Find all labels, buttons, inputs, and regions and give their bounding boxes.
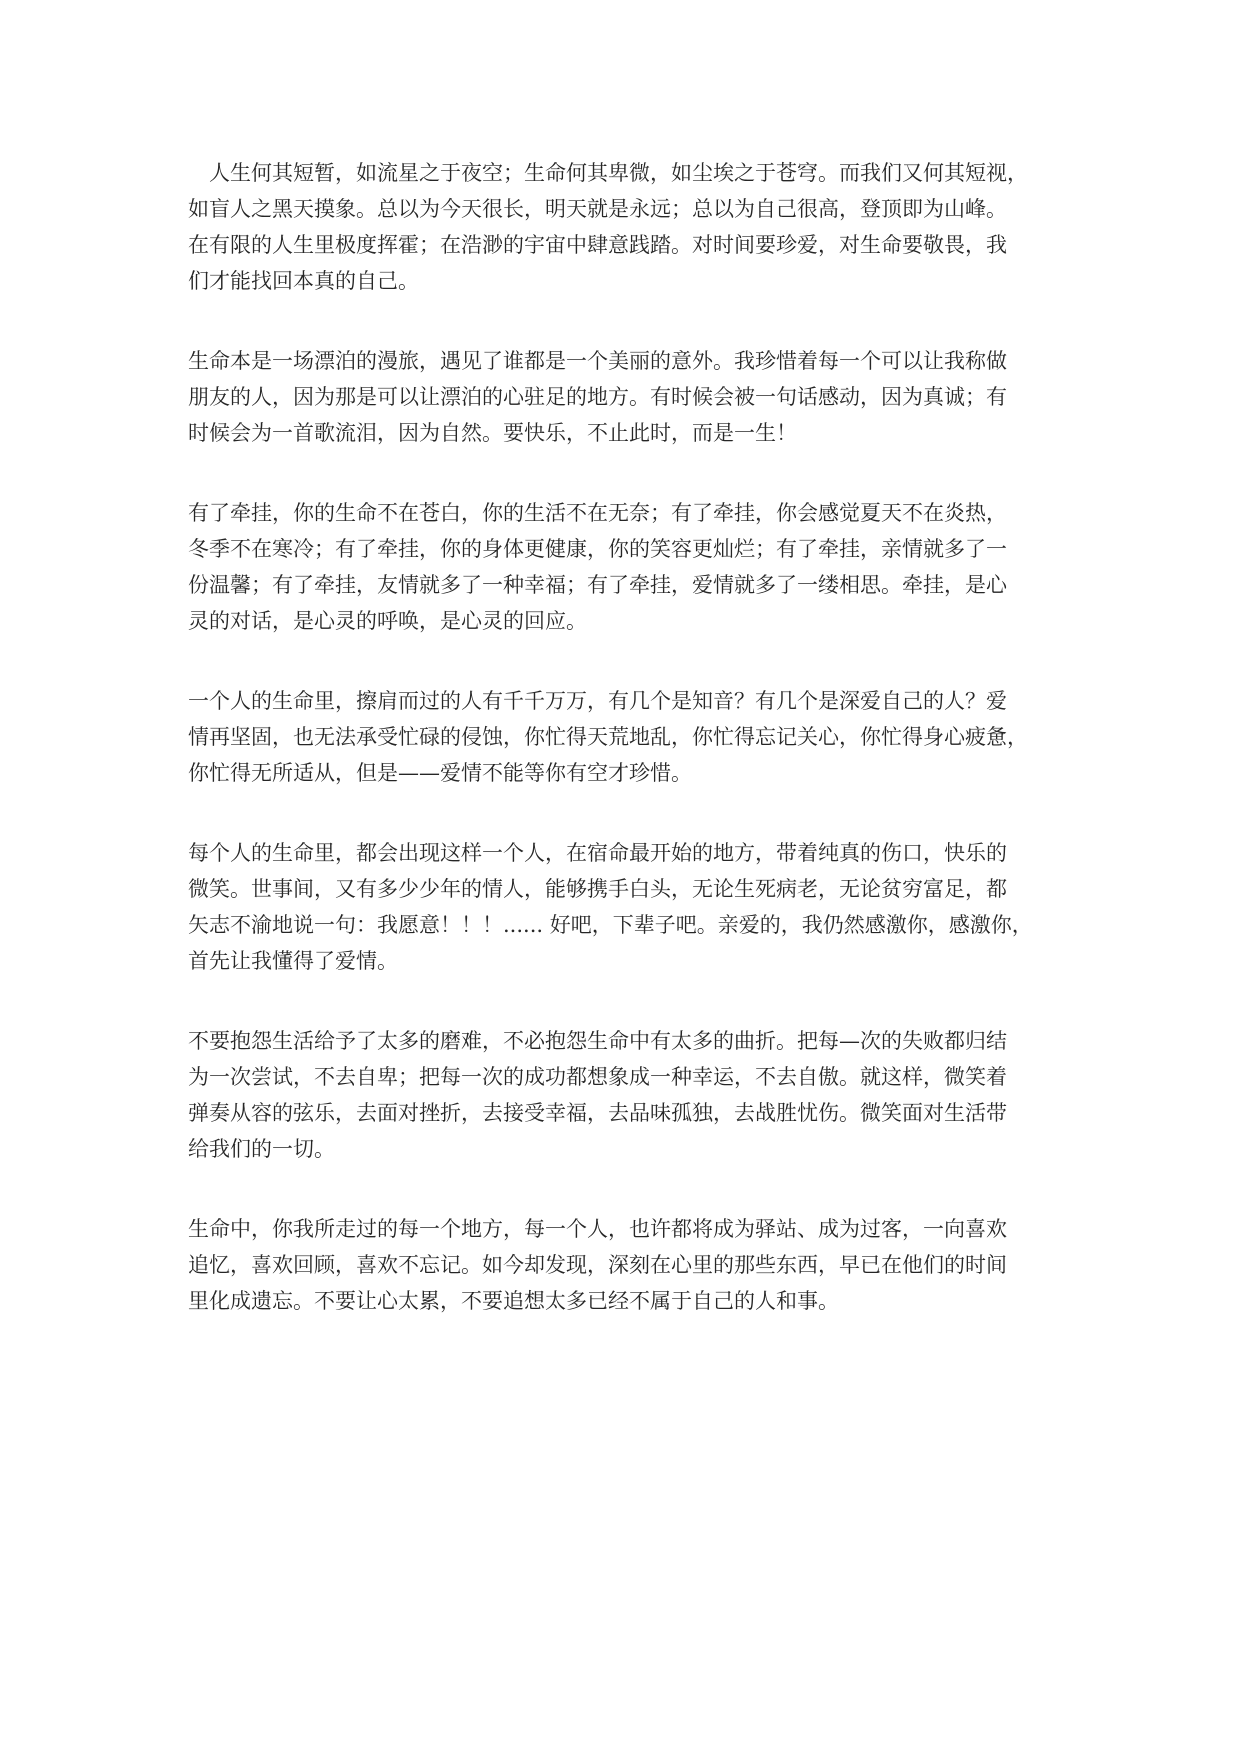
text-line: 如盲人之黑天摸象。总以为今天很长，明天就是永远；总以为自己很高，登顶即为山峰。 (188, 197, 1007, 221)
text-line: 矢志不渝地说一句：我愿意！！！...... 好吧，下辈子吧。亲爱的，我仍然感激你，感激你， (188, 913, 1033, 937)
article-body (188, 155, 1078, 1363)
text-line: 人生何其短暂，如流星之于夜空；生命何其卑微，如尘埃之于苍穹。而我们又何其短视， (188, 161, 1028, 185)
text-line: 情再坚固，也无法承受忙碌的侵蚀，你忙得天荒地乱，你忙得忘记关心，你忙得身心疲惫， (188, 725, 1028, 749)
text-line: 追忆，喜欢回顾，喜欢不忘记。如今却发现，深刻在心里的那些东西，早已在他们的时间 (188, 1253, 1007, 1277)
text-line: 时候会为一首歌流泪，因为自然。要快乐，不止此时，而是一生！ (188, 421, 797, 445)
paragraph-3 (188, 495, 1078, 639)
paragraph-2 (188, 343, 1078, 451)
text-line: 有了牵挂，你的生命不在苍白，你的生活不在无奈；有了牵挂，你会感觉夏天不在炎热， (188, 501, 1007, 525)
text-line: 冬季不在寒冷；有了牵挂，你的身体更健康，你的笑容更灿烂；有了牵挂，亲情就多了一 (188, 537, 1007, 561)
text-line: 里化成遗忘。不要让心太累，不要追想太多已经不属于自己的人和事。 (188, 1289, 839, 1313)
paragraph-1 (188, 155, 1078, 299)
text-line: 你忙得无所适从，但是——爱情不能等你有空才珍惜。 (188, 761, 692, 785)
text-line: 份温馨；有了牵挂，友情就多了一种幸福；有了牵挂，爱情就多了一缕相思。牵挂，是心 (188, 573, 1007, 597)
paragraph-7 (188, 1211, 1078, 1319)
text-line: 不要抱怨生活给予了太多的磨难，不必抱怨生命中有太多的曲折。把每—次的失败都归结 (188, 1029, 1007, 1053)
text-line: 一个人的生命里，擦肩而过的人有千千万万，有几个是知音？有几个是深爱自己的人？爱 (188, 689, 1007, 713)
text-line: 朋友的人，因为那是可以让漂泊的心驻足的地方。有时候会被一句话感动，因为真诚；有 (188, 385, 1007, 409)
text-line: 在有限的人生里极度挥霍；在浩渺的宇宙中肆意践踏。对时间要珍爱，对生命要敬畏，我 (188, 233, 1007, 257)
text-line: 为一次尝试，不去自卑；把每一次的成功都想象成一种幸运，不去自傲。就这样，微笑着 (188, 1065, 1007, 1089)
paragraph-6 (188, 1023, 1078, 1167)
text-line: 们才能找回本真的自己。 (188, 269, 419, 293)
text-line: 给我们的一切。 (188, 1137, 335, 1161)
text-line: 生命中，你我所走过的每一个地方，每一个人，也许都将成为驿站、成为过客，一向喜欢 (188, 1217, 1007, 1241)
text-line: 微笑。世事间，又有多少少年的情人，能够携手白头，无论生死病老，无论贫穷富足，都 (188, 877, 1007, 901)
paragraph-5 (188, 835, 1078, 979)
paragraph-4 (188, 683, 1078, 791)
text-line: 灵的对话，是心灵的呼唤，是心灵的回应。 (188, 609, 587, 633)
text-line: 弹奏从容的弦乐，去面对挫折，去接受幸福，去品味孤独，去战胜忧伤。微笑面对生活带 (188, 1101, 1007, 1125)
text-line: 首先让我懂得了爱情。 (188, 949, 398, 973)
text-line: 生命本是一场漂泊的漫旅，遇见了谁都是一个美丽的意外。我珍惜着每一个可以让我称做 (188, 349, 1007, 373)
text-line: 每个人的生命里，都会出现这样一个人，在宿命最开始的地方，带着纯真的伤口，快乐的 (188, 841, 1007, 865)
